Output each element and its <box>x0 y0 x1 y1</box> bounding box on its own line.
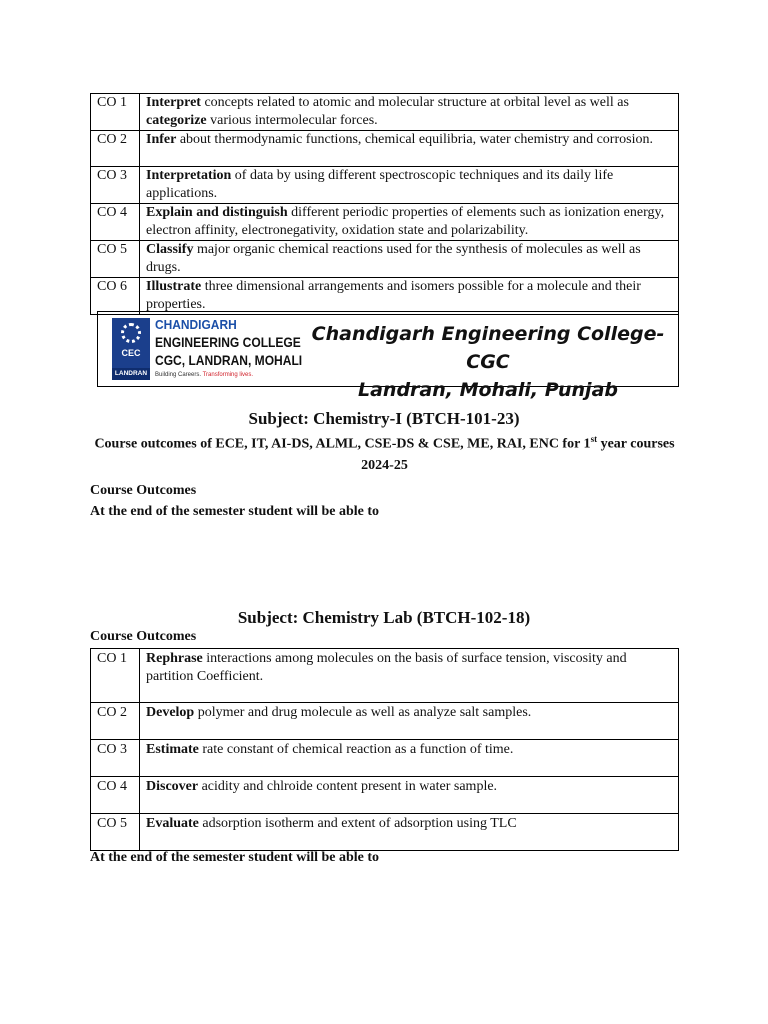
co-description <box>140 649 679 703</box>
co-verb: categorize <box>146 113 207 128</box>
co-verb: Develop <box>146 705 195 720</box>
co-description <box>140 703 679 740</box>
outcomes-text-pre: Course outcomes of ECE, IT, AI-DS, ALML, CSE-DS & CSE, ME, RAI, ENC for 1 <box>94 436 591 452</box>
co-code: CO 4 <box>91 777 140 814</box>
logo-tagline-a: Building Careers. <box>155 372 202 378</box>
subject-title: Subject: Chemistry-I (BTCH-101-23) <box>248 409 520 428</box>
co-verb: Interpretation <box>146 168 232 183</box>
co-description <box>140 278 679 315</box>
table-row <box>91 131 679 167</box>
co-verb: Evaluate <box>146 816 199 831</box>
co-code: CO 5 <box>91 814 140 851</box>
table-row <box>91 204 679 241</box>
co-text: concepts related to atomic and molecular structure at orbital level as well as <box>200 95 629 110</box>
co-text: different periodic properties of elements such as ionization energy, electron affinity, electronegativity, oxidation state and polarizability. <box>146 205 665 238</box>
co-description <box>140 94 679 131</box>
table-row <box>91 740 679 777</box>
table-row <box>91 167 679 204</box>
co-description <box>140 241 679 278</box>
co-code: CO 2 <box>91 131 140 167</box>
table-row <box>91 777 679 814</box>
course-outcomes-description <box>90 429 679 476</box>
co-code: CO 5 <box>91 241 140 278</box>
co-text: major organic chemical reactions used for the synthesis of molecules as well as drugs. <box>146 242 641 275</box>
co-text: adsorption isotherm and extent of adsorption using TLC <box>198 816 517 831</box>
logo-mark-text: CEC <box>121 348 141 358</box>
table-row <box>91 94 679 131</box>
co-code: CO 3 <box>91 740 140 777</box>
logo-tagline-b: Transforming lives. <box>202 372 254 378</box>
co-text: acidity and chlroide content present in water sample. <box>198 779 498 794</box>
logo-text-line1: CHANDIGARH <box>155 317 237 332</box>
co-description <box>140 814 679 851</box>
co-code: CO 3 <box>91 167 140 204</box>
co-text: of data by using different spectroscopic techniques and its daily life applications. <box>146 168 614 201</box>
subject-title: Subject: Chemistry Lab (BTCH-102-18) <box>237 608 531 627</box>
co-code: CO 6 <box>91 278 140 315</box>
co-code: CO 2 <box>91 703 140 740</box>
co-text: rate constant of chemical reaction as a function of time. <box>198 742 514 757</box>
semester-end-line: At the end of the semester student will be able to <box>90 504 380 519</box>
co-verb: Discover <box>146 779 199 794</box>
semester-end-line: At the end of the semester student will be able to <box>90 850 380 865</box>
course-outcomes-table-top <box>90 93 679 315</box>
co-text: interactions among molecules on the basis of surface tension, viscosity and partition Coefficient. <box>146 651 627 684</box>
co-verb: Illustrate <box>146 279 202 294</box>
logo-mark-subtext: LANDRAN <box>112 368 150 380</box>
co-description <box>140 777 679 814</box>
table-row <box>91 649 679 703</box>
co-verb: Classify <box>146 242 194 257</box>
co-description <box>140 204 679 241</box>
co-verb: Infer <box>146 132 177 147</box>
co-text: three dimensional arrangements and isomers possible for a molecule and their properties. <box>146 279 641 312</box>
co-text: polymer and drug molecule as well as analyze salt samples. <box>194 705 532 720</box>
logo-text-line3: CGC, LANDRAN, MOHALI <box>155 352 303 368</box>
table-row <box>91 703 679 740</box>
co-verb: Interpret <box>146 95 201 110</box>
outcomes-text-post: year courses 2024-25 <box>361 436 675 473</box>
table-row <box>91 241 679 278</box>
college-logo <box>112 316 303 382</box>
course-outcomes-heading: Course Outcomes <box>90 629 197 644</box>
table-row <box>91 278 679 315</box>
co-code: CO 1 <box>91 649 140 703</box>
logo-tagline <box>155 372 253 378</box>
co-text: various intermolecular forces. <box>206 113 378 128</box>
gear-icon <box>121 323 141 343</box>
outcomes-superscript: st <box>590 434 598 444</box>
college-name-line1: Chandigarh Engineering College-CGC <box>311 323 665 373</box>
logo-mark <box>112 318 150 380</box>
co-verb: Explain and distinguish <box>146 205 288 220</box>
logo-text-line2: ENGINEERING COLLEGE <box>155 334 301 350</box>
co-description <box>140 740 679 777</box>
co-verb: Estimate <box>146 742 199 757</box>
table-row <box>91 814 679 851</box>
course-outcomes-heading: Course Outcomes <box>90 483 197 498</box>
co-description <box>140 131 679 167</box>
college-name-line2: Landran, Mohali, Punjab <box>357 379 618 401</box>
co-text: about thermodynamic functions, chemical equilibria, water chemistry and corrosion. <box>176 132 653 147</box>
course-outcomes-table-lab <box>90 648 679 851</box>
co-description <box>140 167 679 204</box>
co-code: CO 4 <box>91 204 140 241</box>
co-verb: Rephrase <box>146 651 203 666</box>
college-name <box>305 320 671 404</box>
co-code: CO 1 <box>91 94 140 131</box>
